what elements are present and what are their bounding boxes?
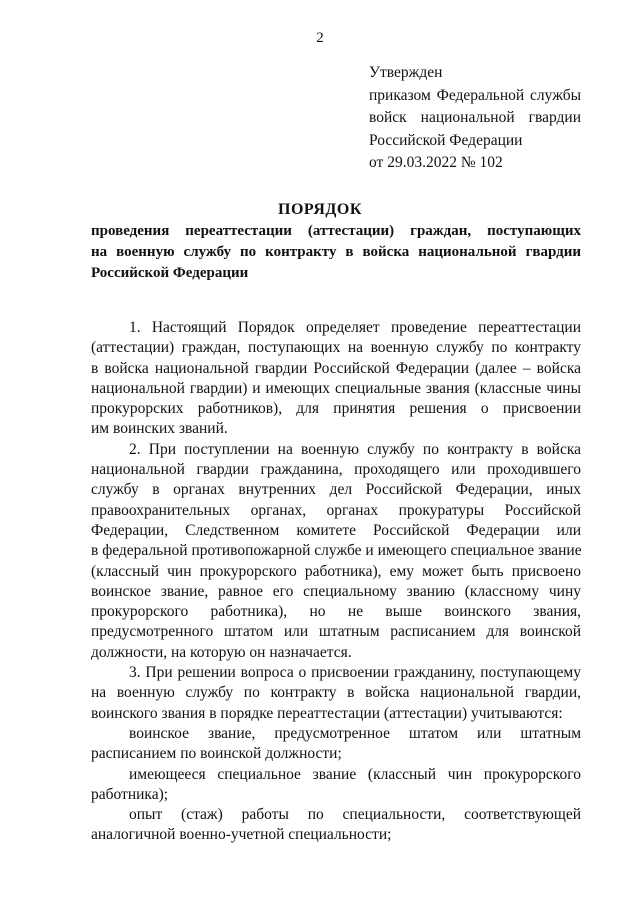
body-line: прокурорского работника), но не выше воинского звания, (91, 603, 581, 621)
body-line: имеющееся специальное звание (классный чин прокурорского (129, 765, 581, 783)
document-body (91, 318, 581, 846)
body-line: предусмотренного штатом или штатным расписанием для воинской (91, 623, 581, 641)
approval-line-date: от 29.03.2022 № 102 (369, 154, 503, 171)
body-line: на военную службу по контракту в войска национальной гвардии, (91, 684, 581, 702)
page-number: 2 (316, 30, 324, 46)
body-line: работника); (91, 785, 169, 803)
approval-block (369, 62, 581, 175)
body-line: воинское звание, предусмотренное штатом или штатным (129, 724, 581, 742)
approval-line-country: Российской Федерации (369, 131, 523, 149)
body-line: службу в органах внутренних дел Российской Федерации, иных (91, 481, 581, 499)
body-line: 2. При поступлении на военную службу по контракту в войска (129, 440, 581, 458)
body-line: (аттестации) граждан, поступающих на военную службу по контракту (91, 339, 581, 357)
body-line: воинского звания в порядке переаттестации (аттестации) учитываются: (91, 704, 563, 722)
subtitle-line: на военную службу по контракту в войска национальной гвардии (91, 244, 581, 260)
body-line: опыт (стаж) работы по специальности, соответствующей (129, 806, 581, 824)
document-title: ПОРЯДОК (278, 201, 362, 218)
body-line: в войска национальной гвардии Российской Федерации (далее – войска (91, 359, 581, 377)
body-line: 3. При решении вопроса о присвоении гражданину, поступающему (129, 664, 581, 682)
subtitle-line: проведения переаттестации (аттестации) граждан, поступающих (91, 223, 581, 239)
body-line: воинское звание, равное его специальному званию (классному чину (91, 582, 581, 600)
approval-line-approved: Утвержден (369, 64, 443, 81)
body-line: правоохранительных органах, органах прокуратуры Российской (91, 501, 581, 519)
body-line: национальной гвардии гражданина, проходящего или проходившего (91, 461, 581, 479)
body-line: аналогичной военно-учетной специальности; (91, 826, 392, 844)
body-line: прокурорских работников), для принятия решения о присвоении (91, 400, 581, 418)
subtitle-line: Российской Федерации (91, 265, 249, 281)
body-line: должности, на которую он назначается. (91, 643, 352, 661)
body-line: им воинских званий. (91, 420, 228, 438)
approval-line-order: приказом Федеральной службы (369, 86, 581, 104)
body-line: Федерации, Следственном комитете Российской Федерации или (91, 521, 581, 539)
body-line: 1. Настоящий Порядок определяет проведение переаттестации (129, 319, 581, 336)
body-line: расписанием по воинской должности; (91, 745, 342, 763)
document-subtitle (91, 221, 581, 284)
body-line: в федеральной противопожарной службе и имеющего специальное звание (91, 542, 582, 560)
approval-line-service: войск национальной гвардии (369, 109, 581, 126)
body-line: национальной гвардии) и имеющих специальные звания (классные чины (91, 379, 581, 397)
body-line: (классный чин прокурорского работника), ему может быть присвоено (91, 562, 581, 580)
